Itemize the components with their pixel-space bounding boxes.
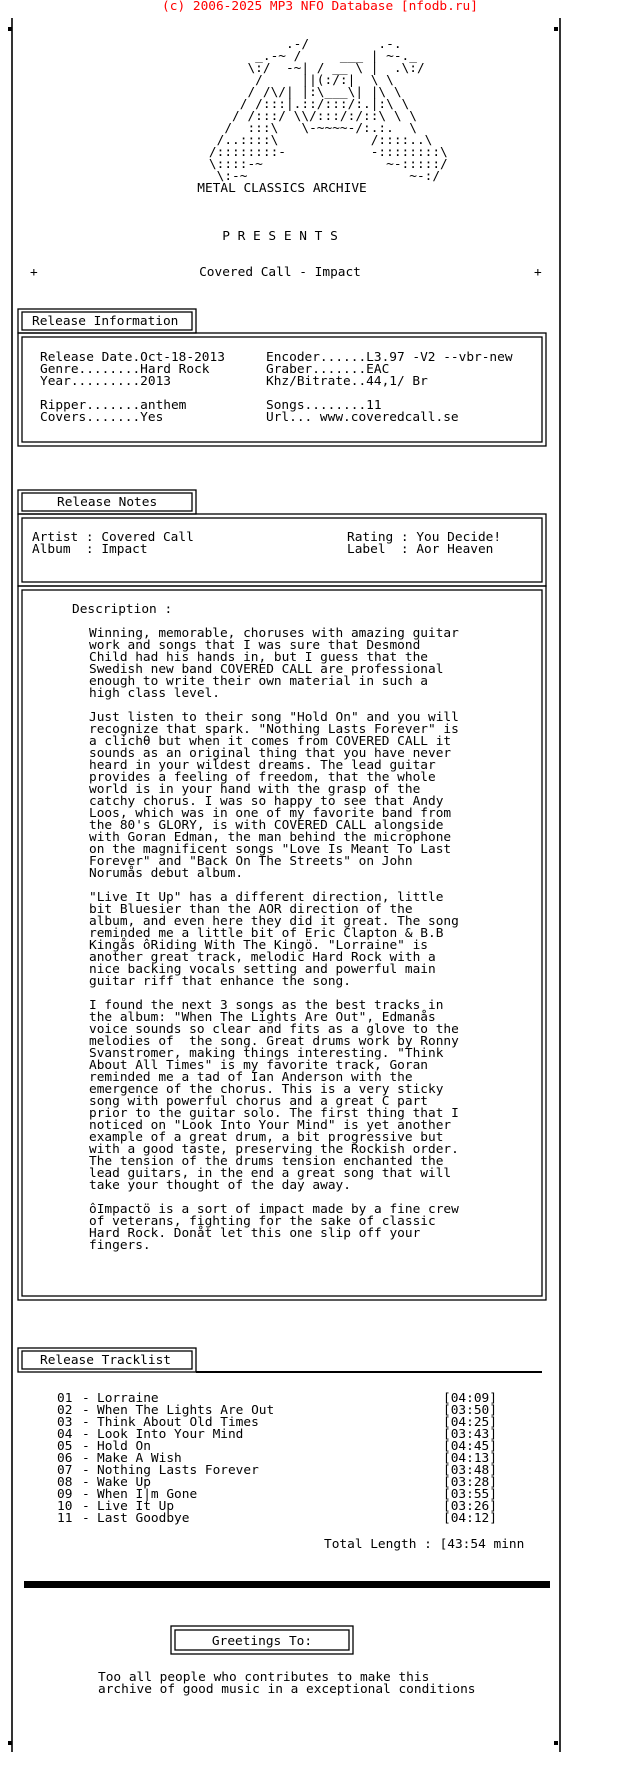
track-number: 09: [57, 1487, 73, 1502]
logo-line: \:/ -~| / __ \ | .\:/: [155, 61, 425, 76]
description-line: noticed on "Look Into Your Mind" is yet another: [89, 1118, 452, 1133]
track-time: [04:09]: [443, 1391, 497, 1406]
description-line: reminded me a little bit of Eric Clapton & B.B: [89, 926, 444, 941]
description-line: Winning, memorable, choruses with amazing guitar: [89, 626, 459, 641]
description-line: Child had his hands in, but I guess that the: [89, 650, 428, 665]
logo-line: \:-~ ~-:/: [155, 169, 441, 184]
description-body: [89, 626, 459, 1253]
notes-artist: Artist : Covered Call: [32, 530, 194, 545]
track-dash: -: [82, 1487, 90, 1502]
description-line: Loos, which was in one of my favorite band from: [89, 806, 452, 821]
description-line: with a good taste, preserving the Rockish order.: [89, 1142, 459, 1157]
description-line: fingers.: [89, 1238, 151, 1253]
description-line: take your thought of the day away.: [89, 1178, 351, 1193]
description-line: recognize that spark. "Nothing Lasts Forever" is: [89, 722, 459, 737]
track-number: 08: [57, 1475, 73, 1490]
description-line: with Goran Edman, the man behind the microphone: [89, 830, 452, 845]
info-genre: Genre........Hard Rock: [40, 362, 210, 377]
description-line: example of a great drum, a bit progressive but: [89, 1130, 444, 1145]
description-line: I found the next 3 songs as the best tracks in: [89, 998, 444, 1013]
info-songs: Songs........11: [266, 398, 382, 413]
track-name: Wake Up: [97, 1475, 151, 1490]
logo-line: _.-~ / ___ | ~-._: [155, 49, 417, 64]
info-year: Year.........2013: [40, 374, 171, 389]
section-divider: [24, 1581, 550, 1588]
description-line: The tension of the drums tension enchanted the: [89, 1154, 444, 1169]
track-number: 11: [57, 1511, 73, 1526]
track-name: When I|m Gone: [97, 1487, 198, 1502]
greetings-line: Too all people who contributes to make this: [98, 1670, 430, 1685]
info-graber: Graber.......EAC: [266, 362, 390, 377]
track-time: [04:12]: [443, 1511, 497, 1526]
description-line: emergence of the chorus. This is a very sticky: [89, 1082, 444, 1097]
track-time: [03:43]: [443, 1427, 497, 1442]
track-dash: -: [82, 1475, 90, 1490]
track-number: 06: [57, 1451, 73, 1466]
track-name: Hold On: [97, 1439, 151, 1454]
track-name: Look Into Your Mind: [97, 1427, 244, 1442]
description-line: of veterans, fighting for the sake of classic: [89, 1214, 436, 1229]
description-line: the album: "When The Lights Are Out", Edmanås: [89, 1010, 436, 1025]
notes-album: Album : Impact: [32, 542, 148, 557]
greetings-section: [98, 1626, 476, 1697]
notes-label: Label : Aor Heaven: [347, 542, 494, 557]
track-time: [03:50]: [443, 1403, 497, 1418]
track-time: [03:26]: [443, 1499, 497, 1514]
total-length: Total Length : [43:54 minn: [324, 1537, 525, 1552]
track-dash: -: [82, 1463, 90, 1478]
description-line: Hard Rock. Donåt let this one slip off your: [89, 1226, 421, 1241]
description-line: the 80's GLORY, is with COVERED CALL alongside: [89, 818, 444, 833]
track-number: 01: [57, 1391, 73, 1406]
release-title: Covered Call - Impact: [199, 265, 361, 280]
logo-line: / :::\ \-~~~~-/:.:. \: [155, 121, 417, 136]
track-dash: -: [82, 1403, 90, 1418]
track-time: [03:55]: [443, 1487, 497, 1502]
track-name: Lorraine: [97, 1391, 159, 1406]
description-line: guitar riff that enhance the song.: [89, 974, 351, 989]
track-time: [03:28]: [443, 1475, 497, 1490]
track-time: [04:25]: [443, 1415, 497, 1430]
description-line: "Live It Up" has a different direction, little: [89, 890, 444, 905]
description-line: prior to the guitar solo. The first thing that I: [89, 1106, 459, 1121]
track-time: [04:45]: [443, 1439, 497, 1454]
notes-rating: Rating : You Decide!: [347, 530, 502, 545]
description-line: album, and even here they did it great. The song: [89, 914, 459, 929]
description-line: Kingås ôRiding With The Kingö. "Lorraine" is: [89, 938, 428, 953]
track-dash: -: [82, 1499, 90, 1514]
logo-line: / ||(:/:| \ \: [155, 73, 394, 88]
description-line: Swedish new band COVERED CALL are professional: [89, 662, 444, 677]
description-line: high class level.: [89, 686, 220, 701]
track-dash: -: [82, 1451, 90, 1466]
description-line: sounds as an original thing that you have never: [89, 746, 452, 761]
logo-line: / /\/| |:\___\| |\ \: [155, 85, 402, 100]
description-title: Description :: [72, 602, 173, 617]
track-number: 05: [57, 1439, 73, 1454]
description-line: a clichθ but when it comes from COVERED CALL it: [89, 734, 452, 749]
description-line: Norumås debut album.: [89, 866, 244, 881]
description-line: Svanstromer, making things interesting. "Think: [89, 1046, 444, 1061]
track-name: Live It Up: [97, 1499, 175, 1514]
description-line: bit Bluesier than the AOR direction of the: [89, 902, 413, 917]
greetings-title: Greetings To:: [211, 1634, 313, 1649]
track-dash: -: [82, 1439, 90, 1454]
bullet-left: +: [30, 265, 38, 280]
logo-caption: METAL CLASSICS ARCHIVE: [197, 181, 367, 196]
metal-archive-logo: [155, 37, 448, 184]
track-name: Think About Old Times: [97, 1415, 259, 1430]
release-info-title: Release Information: [32, 314, 179, 329]
logo-line: / /:::/ \\/:::/:/::\ \ \: [155, 109, 417, 124]
track-dash: -: [82, 1427, 90, 1442]
track-dash: -: [82, 1511, 90, 1526]
tracklist-section: [18, 1348, 542, 1552]
logo-line: /::::::::- -::::::::\: [155, 145, 448, 160]
track-dash: -: [82, 1415, 90, 1430]
track-number: 07: [57, 1463, 73, 1478]
logo-line: /..::::\ /::::..\: [155, 133, 433, 148]
description-line: lead guitars, in the end a great song that will: [89, 1166, 452, 1181]
description-line: another great track, melodic Hard Rock with a: [89, 950, 436, 965]
track-name: When The Lights Are Out: [97, 1403, 275, 1418]
description-line: on the magnificent songs "Love Is Meant To Last: [89, 842, 452, 857]
description-line: ôImpactö is a sort of impact made by a fine crew: [89, 1202, 459, 1217]
description-line: Forever" and "Back On The Streets" on John: [89, 854, 413, 869]
description-line: world is in your hand with the grasp of the: [89, 782, 421, 797]
description-line: heard in your wildest dreams. The lead guitar: [89, 758, 436, 773]
description-line: song with powerful chorus and a great C part: [89, 1094, 428, 1109]
track-number: 02: [57, 1403, 73, 1418]
track-name: Make A Wish: [97, 1451, 182, 1466]
track-number: 10: [57, 1499, 73, 1514]
presents-text: P R E S E N T S: [222, 229, 338, 244]
release-notes-title: Release Notes: [57, 495, 158, 510]
description-line: reminded me a tad of Ian Anderson with the: [89, 1070, 413, 1085]
track-time: [04:13]: [443, 1451, 497, 1466]
description-line: voice sounds so clear and fits as a glove to the: [89, 1022, 459, 1037]
track-list: [57, 1391, 497, 1526]
info-bitrate: Khz/Bitrate..44,1/ Br: [266, 374, 428, 389]
info-ripper: Ripper.......anthem: [40, 398, 187, 413]
release-notes-section: [18, 490, 546, 1300]
info-release-date: Release Date.Oct-18-2013: [40, 350, 225, 365]
description-line: enough to write their own material in such a: [89, 674, 428, 689]
track-dash: -: [82, 1391, 90, 1406]
description-line: nice backing vocals setting and powerful main: [89, 962, 436, 977]
logo-line: / /:::|.::/:::/:.|:\ \: [155, 97, 410, 112]
track-number: 04: [57, 1427, 73, 1442]
description-line: Just listen to their song "Hold On" and you will: [89, 710, 459, 725]
track-number: 03: [57, 1415, 73, 1430]
bullet-right: +: [534, 265, 542, 280]
description-line: work and songs that I was sure that Desmond: [89, 638, 421, 653]
logo-line: .-/ .-.: [155, 37, 402, 52]
info-covers: Covers.......Yes: [40, 410, 164, 425]
description-line: melodies of the song. Great drums work by Ronny: [89, 1034, 459, 1049]
info-encoder: Encoder......L3.97 -V2 --vbr-new: [266, 350, 513, 365]
release-info-section: [18, 309, 546, 446]
nfodb-header: (c) 2006-2025 MP3 NFO Database [nfodb.ru]: [162, 0, 478, 14]
logo-line: \::::-~ ~-:::::/: [155, 157, 448, 172]
description-line: About All Times" is my favorite track, Goran: [89, 1058, 428, 1073]
info-url: Url... www.coveredcall.se: [266, 410, 459, 425]
description-line: catchy chorus. I was so happy to see that Andy: [89, 794, 444, 809]
tracklist-title: Release Tracklist: [40, 1353, 171, 1368]
track-name: Last Goodbye: [97, 1511, 190, 1526]
description-line: provides a feeling of freedom, that the whole: [89, 770, 436, 785]
greetings-line: archive of good music in a exceptional conditions: [98, 1682, 476, 1697]
track-time: [03:48]: [443, 1463, 497, 1478]
track-name: Nothing Lasts Forever: [97, 1463, 259, 1478]
